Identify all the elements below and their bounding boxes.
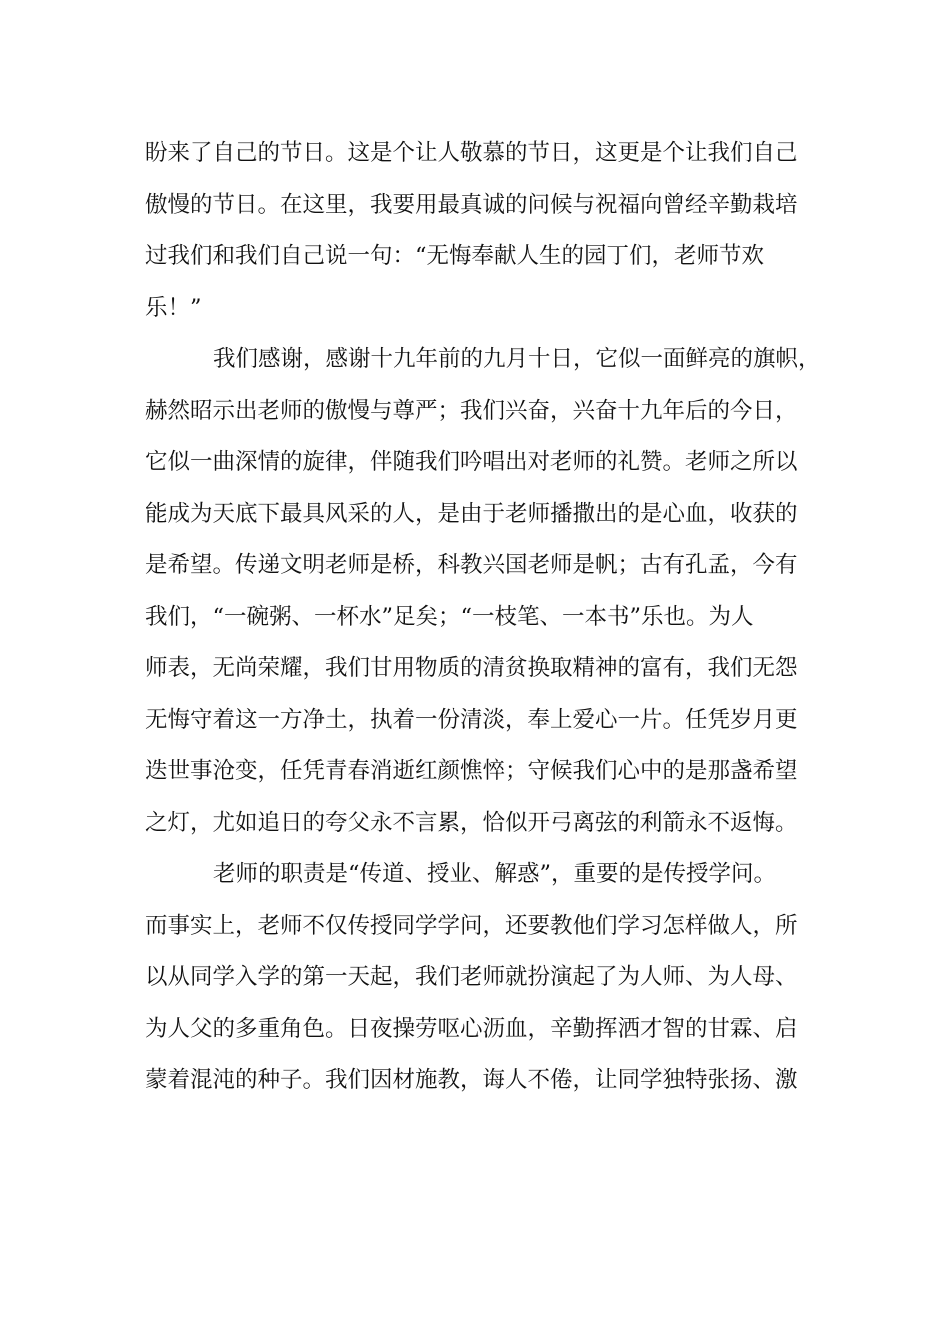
- text-line: 以从同学入学的第一天起，我们老师就扮演起了为人师、为人母、: [145, 964, 798, 990]
- text-line: 傲慢的节日。在这里，我要用最真诚的问候与祝福向曾经辛勤栽培: [145, 191, 798, 218]
- text-line: 师表，无尚荣耀，我们甘用物质的清贫换取精神的富有，我们无怨: [145, 655, 798, 681]
- text-line: 我们，“一碗粥、一杯水”足矣；“一枝笔、一本书”乐也。为人: [145, 603, 754, 630]
- text-line: 无悔守着这一方净土，执着一份清淡，奉上爱心一片。任凭岁月更: [145, 706, 798, 733]
- text-line: 蒙着混沌的种子。我们因材施教，诲人不倦，让同学独特张扬、激: [145, 1067, 798, 1093]
- text-line: 迭世事沧变，任凭青春消逝红颜憔悴；守候我们心中的是那盏希望: [145, 758, 798, 784]
- text-line: 是希望。传递文明老师是桥，科教兴国老师是帆；古有孔孟，今有: [145, 552, 798, 578]
- text-line: 之灯，尤如追日的夸父永不言累，恰似开弓离弦的利箭永不返悔。: [145, 809, 798, 836]
- text-line: 能成为天底下最具风采的人，是由于老师播撒出的是心血，收获的: [145, 500, 798, 527]
- text-line: 而事实上，老师不仅传授同学学问，还要教他们学习怎样做人，所: [145, 912, 798, 939]
- paragraph-first-line: 老师的职责是“传道、授业、解惑”，重要的是传授学问。: [213, 861, 777, 887]
- text-line: 过我们和我们自己说一句：“无悔奉献人生的园丁们，老师节欢: [145, 243, 765, 269]
- text-line: 盼来了自己的节日。这是个让人敬慕的节日，这更是个让我们自己: [145, 140, 798, 166]
- text-line: 赫然昭示出老师的傲慢与尊严；我们兴奋，兴奋十九年后的今日，: [145, 397, 798, 424]
- document-body: [145, 128, 835, 1107]
- text-line: 为人父的多重角色。日夜操劳呕心沥血，辛勤挥洒才智的甘霖、启: [145, 1015, 798, 1042]
- text-line: 乐！”: [145, 294, 202, 321]
- text-line: 它似一曲深情的旋律，伴随我们吟唱出对老师的礼赞。老师之所以: [145, 449, 798, 475]
- paragraph-first-line: 我们感谢，感谢十九年前的九月十日，它似一面鲜亮的旗帜，: [213, 346, 821, 372]
